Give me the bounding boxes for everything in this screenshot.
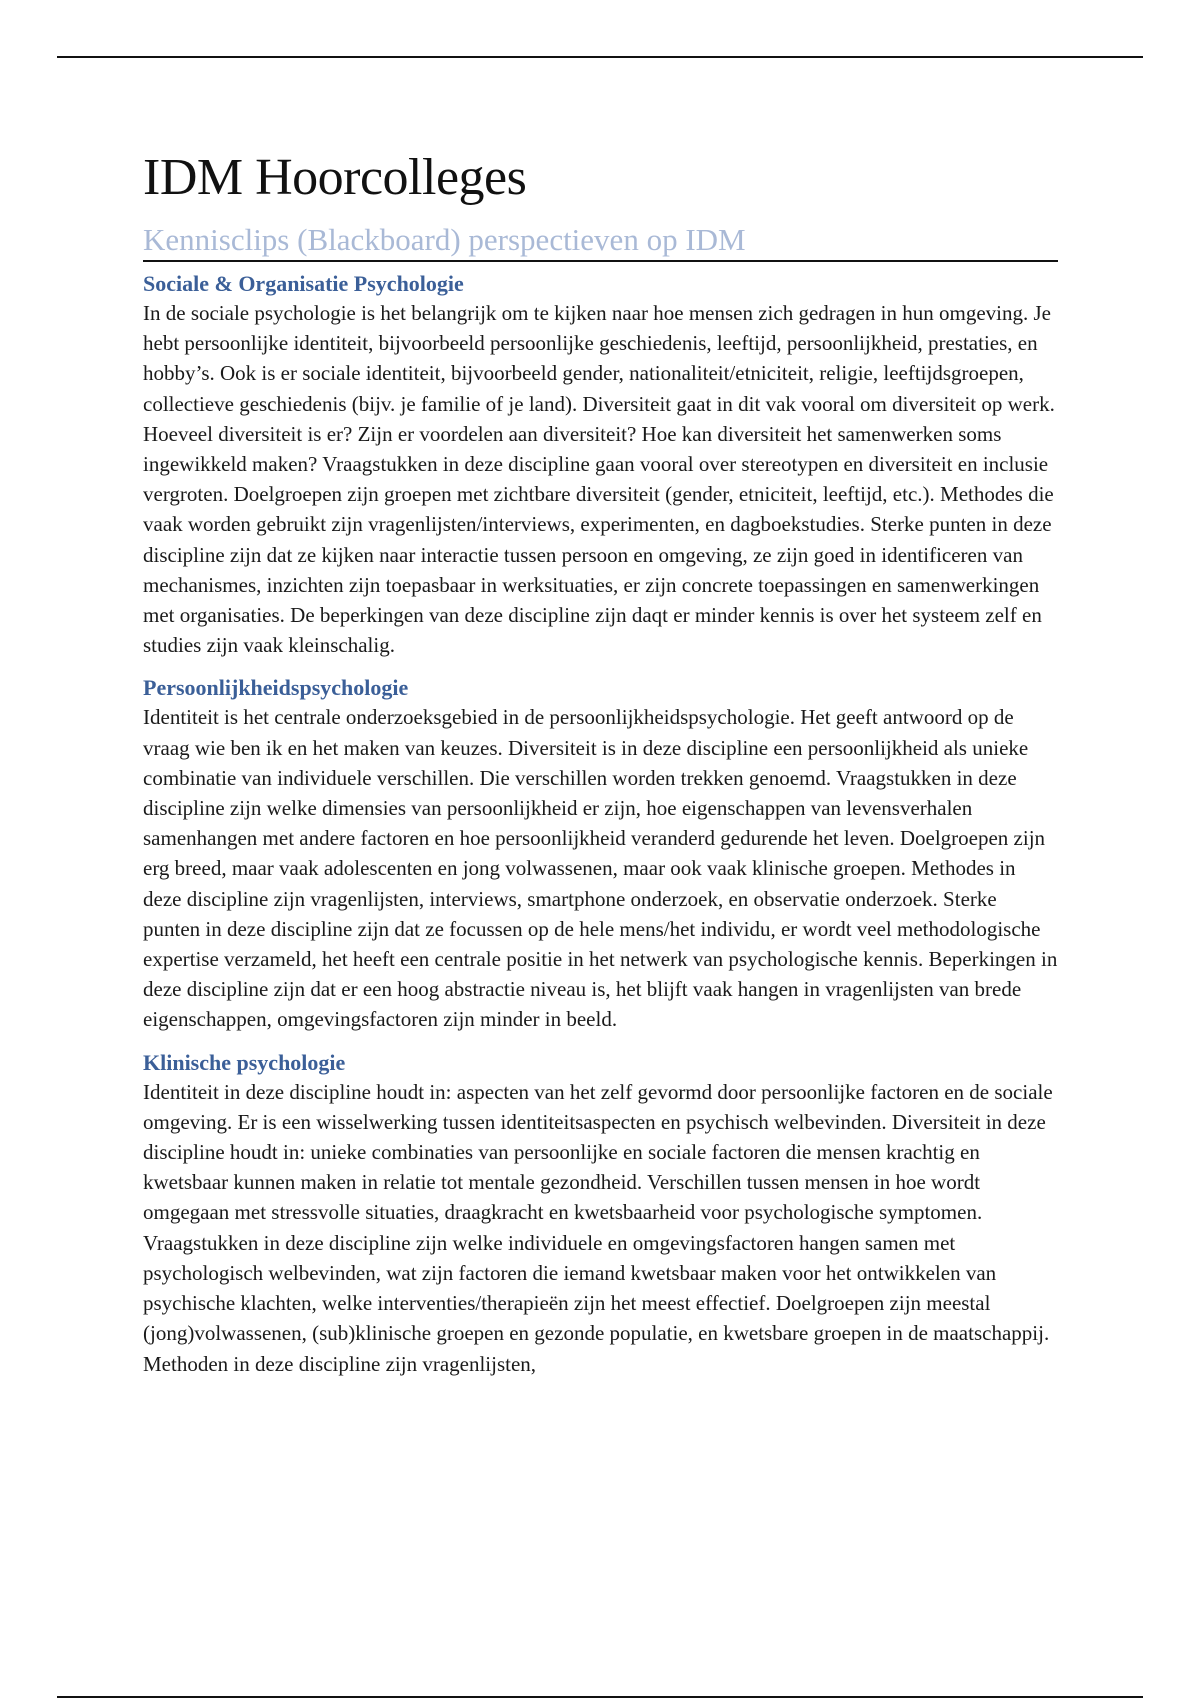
document-content xyxy=(143,148,1058,1393)
section-paragraph: In de sociale psychologie is het belangrijk om te kijken naar hoe mensen zich gedragen in hun omgeving. Je hebt persoonlijke identiteit, bijvoorbeeld persoonlijke geschiedenis, leeftijd, persoonlijkheid, prestaties, en hobby’s. Ook is er sociale identiteit, bijvoorbeeld gender, nationaliteit/etniciteit, religie, leeftijdsgroepen, collectieve geschiedenis (bijv. je familie of je land). Diversiteit gaat in dit vak vooral om diversiteit op werk. Hoeveel diversiteit is er? Zijn er voordelen aan diversiteit? Hoe kan diversiteit het samenwerken soms ingewikkeld maken? Vraagstukken in deze discipline gaan vooral over stereotypen en diversiteit en inclusie vergroten. Doelgroepen zijn groepen met zichtbare diversiteit (gender, etniciteit, leeftijd, etc.). Methodes die vaak worden gebruikt zijn vragenlijsten/interviews, experimenten, en dagboekstudies. Sterke punten in deze discipline zijn dat ze kijken naar interactie tussen persoon en omgeving, ze zijn goed in identificeren van mechanismes, inzichten zijn toepasbaar in werksituaties, er zijn concrete toepassingen en samenwerkingen met organisaties. De beperkingen van deze discipline zijn daqt er minder kennis is over het systeem zelf en studies zijn vaak kleinschalig. xyxy=(143,301,1055,658)
section-paragraph: Identiteit is het centrale onderzoeksgebied in de persoonlijkheidspsychologie. Het geeft antwoord op de vraag wie ben ik en het maken van keuzes. Diversiteit is in deze discipline een persoonlijkheid als unieke combinatie van individuele verschillen. Die verschillen worden trekken genoemd. Vraagstukken in deze discipline zijn welke dimensies van persoonlijkheid er zijn, hoe eigenschappen van levensverhalen samenhangen met andere factoren en hoe persoonlijkheid veranderd gedurende het leven. Doelgroepen zijn erg breed, maar vaak adolescenten en jong volwassenen, maar ook vaak klinische groepen. Methodes in deze discipline zijn vragenlijsten, interviews, smartphone onderzoek, en observatie onderzoek. Sterke punten in deze discipline zijn dat ze focussen op de hele mens/het individu, er wordt veel methodologische expertise verzameld, het heeft een centrale positie in het netwerk van psychologische kennis. Beperkingen in deze discipline zijn dat er een hoog abstractie niveau is, het blijft vaak hangen in vragenlijsten van brede eigenschappen, omgevingsfactoren zijn minder in beeld. xyxy=(143,705,1058,1032)
document-title: IDM Hoorcolleges xyxy=(143,149,527,206)
top-page-rule xyxy=(57,56,1143,58)
section-heading: Sociale & Organisatie Psychologie xyxy=(143,271,464,296)
section-persoonlijkheidspsychologie xyxy=(143,674,1058,1034)
section-heading: Klinische psychologie xyxy=(143,1049,346,1075)
section-sociale-organisatie-psychologie xyxy=(143,270,1058,660)
section-heading: Persoonlijkheidspsychologie xyxy=(143,675,409,701)
document-subtitle: Kennisclips (Blackboard) perspectieven op IDM xyxy=(143,222,1058,262)
bottom-page-rule xyxy=(57,1696,1143,1698)
section-klinische-psychologie xyxy=(143,1049,1058,1379)
section-paragraph: Identiteit in deze discipline houdt in: aspecten van het zelf gevormd door persoonlijke factoren en de sociale omgeving. Er is een wisselwerking tussen identiteitsaspecten en psychisch welbevinden. Diversiteit in deze discipline houdt in: unieke combinaties van persoonlijke en sociale factoren die mensen krachtig en kwetsbaar kunnen maken in relatie tot mentale gezondheid. Verschillen tussen mensen in hoe wordt omgegaan met stressvolle situaties, draagkracht en kwetsbaarheid voor psychologische symptomen. Vraagstukken in deze discipline zijn welke individuele en omgevingsfactoren hangen samen met psychologisch welbevinden, wat zijn factoren die iemand kwetsbaar maken voor het ontwikkelen van psychische klachten, welke interventies/therapieën zijn het meest effectief. Doelgroepen zijn meestal (jong)volwassenen, (sub)klinische groepen en gezonde populatie, en kwetsbare groepen in de maatschappij. Methoden in deze discipline zijn vragenlijsten, xyxy=(143,1079,1053,1376)
